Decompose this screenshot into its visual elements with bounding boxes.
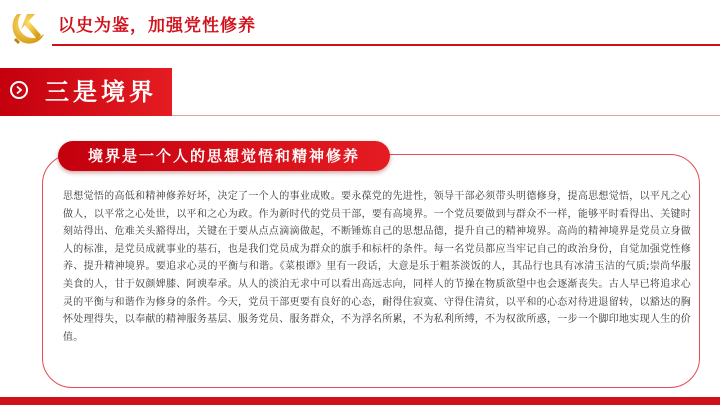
section-banner (0, 68, 172, 116)
content-paragraph: 思想觉悟的高低和精神修养好坏，决定了一个人的事业成败。要永葆党的先进性，领导干部必须带头明德修身，提高思想觉悟，以平凡之心做人，以平常之心处世，以平和之心为政。作为新时代的党员干部，要有高境界。一个党员要做到与群众不一样，能够平时看得出、关键时刻站得出、危难关头豁得出，关键在于要从点点滴滴做起，不断锤炼自己的思想品德，提升自己的精神境界。高尚的精神境界是党员立身做人的标准，是党员成就事业的基石，也是我们党员成为群众的旗手和标杆的条件。每一名党员都应当牢记自己的政治身份，自觉加强党性修养、提升精神境界。要追求心灵的平衡与和谐。《菜根谭》里有一段话，大意是乐于粗茶淡饭的人，其品行也具有冰清玉洁的气质;崇尚华服美食的人，甘于奴颜婢膝、阿谀奉承。从人的淡泊无求中可以看出高远志向，同样人的节操在物质欲望中也会逐渐丧失。古人早已将追求心灵的平衡与和谐作为修身的条件。今天，党员干部更要有良好的心态，耐得住寂寞、守得住清贫，以平和的心态对待进退留转，以豁达的胸怀处理得失，以奉献的精神服务基层、服务党员、服务群众，不为浮名所累，不为私利所缚，不为权欲所惑，一步一个脚印地实现人生的价值。 (63, 191, 691, 343)
chevron-right-circle-icon (10, 81, 28, 99)
footer-bar (0, 397, 720, 405)
party-emblem-icon (7, 8, 47, 48)
header-title: 以史为鉴，加强党性修养 (58, 16, 256, 36)
section-title: 三是境界 (45, 78, 157, 106)
content-heading-pill (58, 141, 390, 171)
header-divider (52, 44, 720, 46)
content-heading: 境界是一个人的思想觉悟和精神修养 (88, 147, 361, 165)
section-divider (172, 115, 720, 116)
